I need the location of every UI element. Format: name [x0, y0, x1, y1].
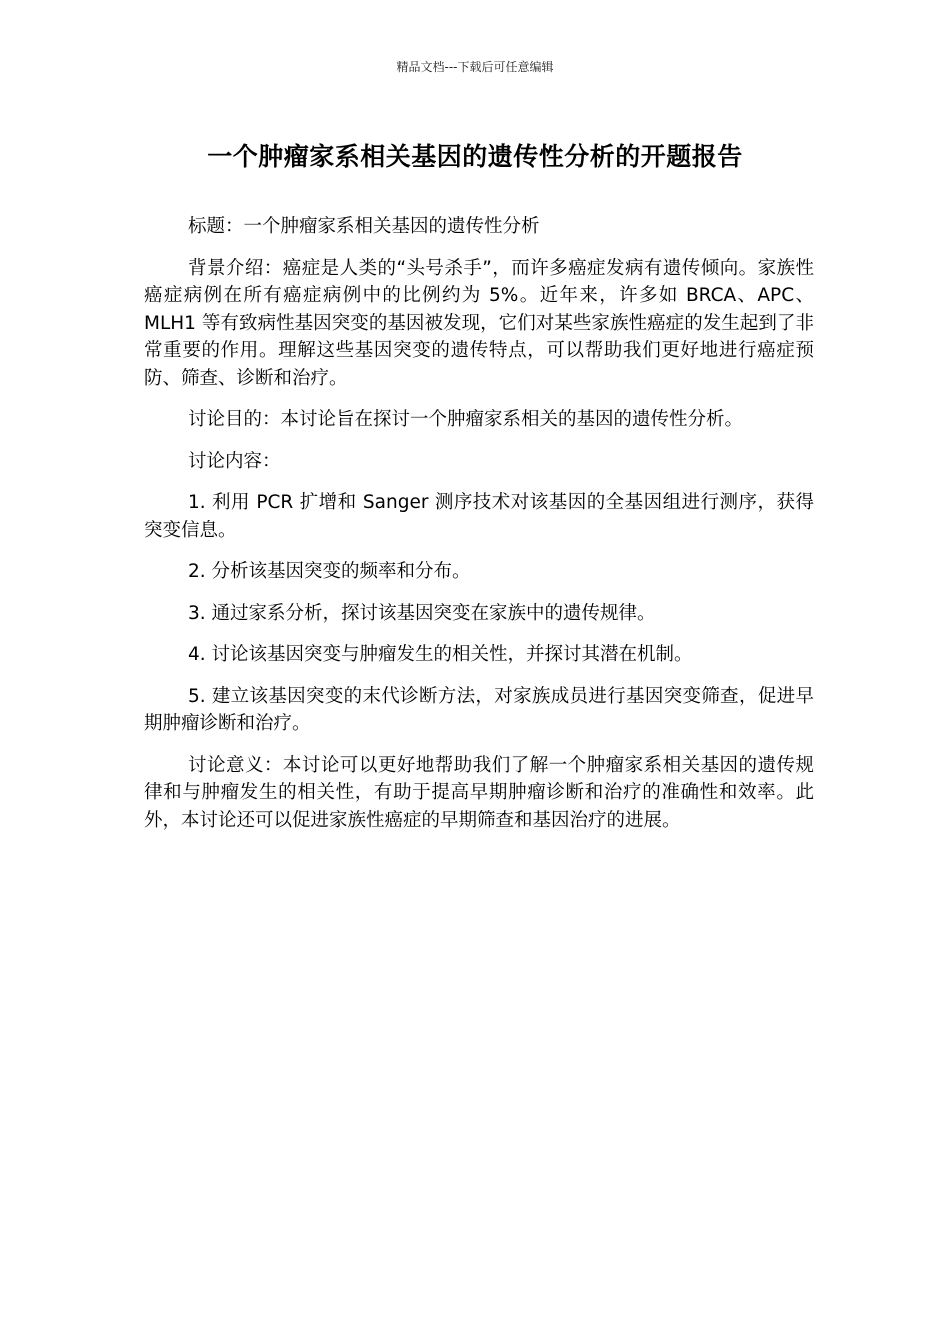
paragraph-purpose: 讨论目的：本讨论旨在探讨一个肿瘤家系相关的基因的遗传性分析。	[188, 409, 744, 430]
paragraph-significance: 讨论意义：本讨论可以更好地帮助我们了解一个肿瘤家系相关基因的遗传规律和与肿瘤发生的相关性，有助于提高早期肿瘤诊断和治疗的准确性和效率。此外，本讨论还可以促进家族性癌症的早期筛查和基因治疗的进展。	[144, 754, 814, 831]
list-item: 2. 分析该基因突变的频率和分布。	[188, 561, 471, 582]
paragraph-title-line: 标题：一个肿瘤家系相关基因的遗传性分析	[188, 216, 540, 237]
header-note: 精品文档---下载后可任意编辑	[396, 60, 554, 74]
paragraph-content-heading: 讨论内容：	[188, 450, 281, 472]
list-item: 4. 讨论该基因突变与肿瘤发生的相关性，并探讨其潜在机制。	[188, 644, 693, 665]
document-body	[144, 213, 814, 848]
paragraph-background: 背景介绍：癌症是人类的“头号杀手”，而许多癌症发病有遗传倾向。家族性癌症病例在所有癌症病例中的比例约为 5%。近年来，许多如 BRCA、APC、MLH1 等有致病性基因突变的基因被发现，它们对某些家族性癌症的发生起到了非常重要的作用。理解这些基因突变的遗传特点，可以帮助我们更好地进行癌症预防、筛查、诊断和治疗。	[144, 257, 814, 389]
list-item: 3. 通过家系分析，探讨该基因突变在家族中的遗传规律。	[188, 602, 656, 624]
document-title: 一个肿瘤家系相关基因的遗传性分析的开题报告	[207, 142, 743, 171]
list-item: 5. 建立该基因突变的末代诊断方法，对家族成员进行基因突变筛查，促进早期肿瘤诊断和治疗。	[144, 685, 814, 734]
list-item: 1. 利用 PCR 扩增和 Sanger 测序技术对该基因的全基因组进行测序，获得突变信息。	[144, 492, 814, 541]
